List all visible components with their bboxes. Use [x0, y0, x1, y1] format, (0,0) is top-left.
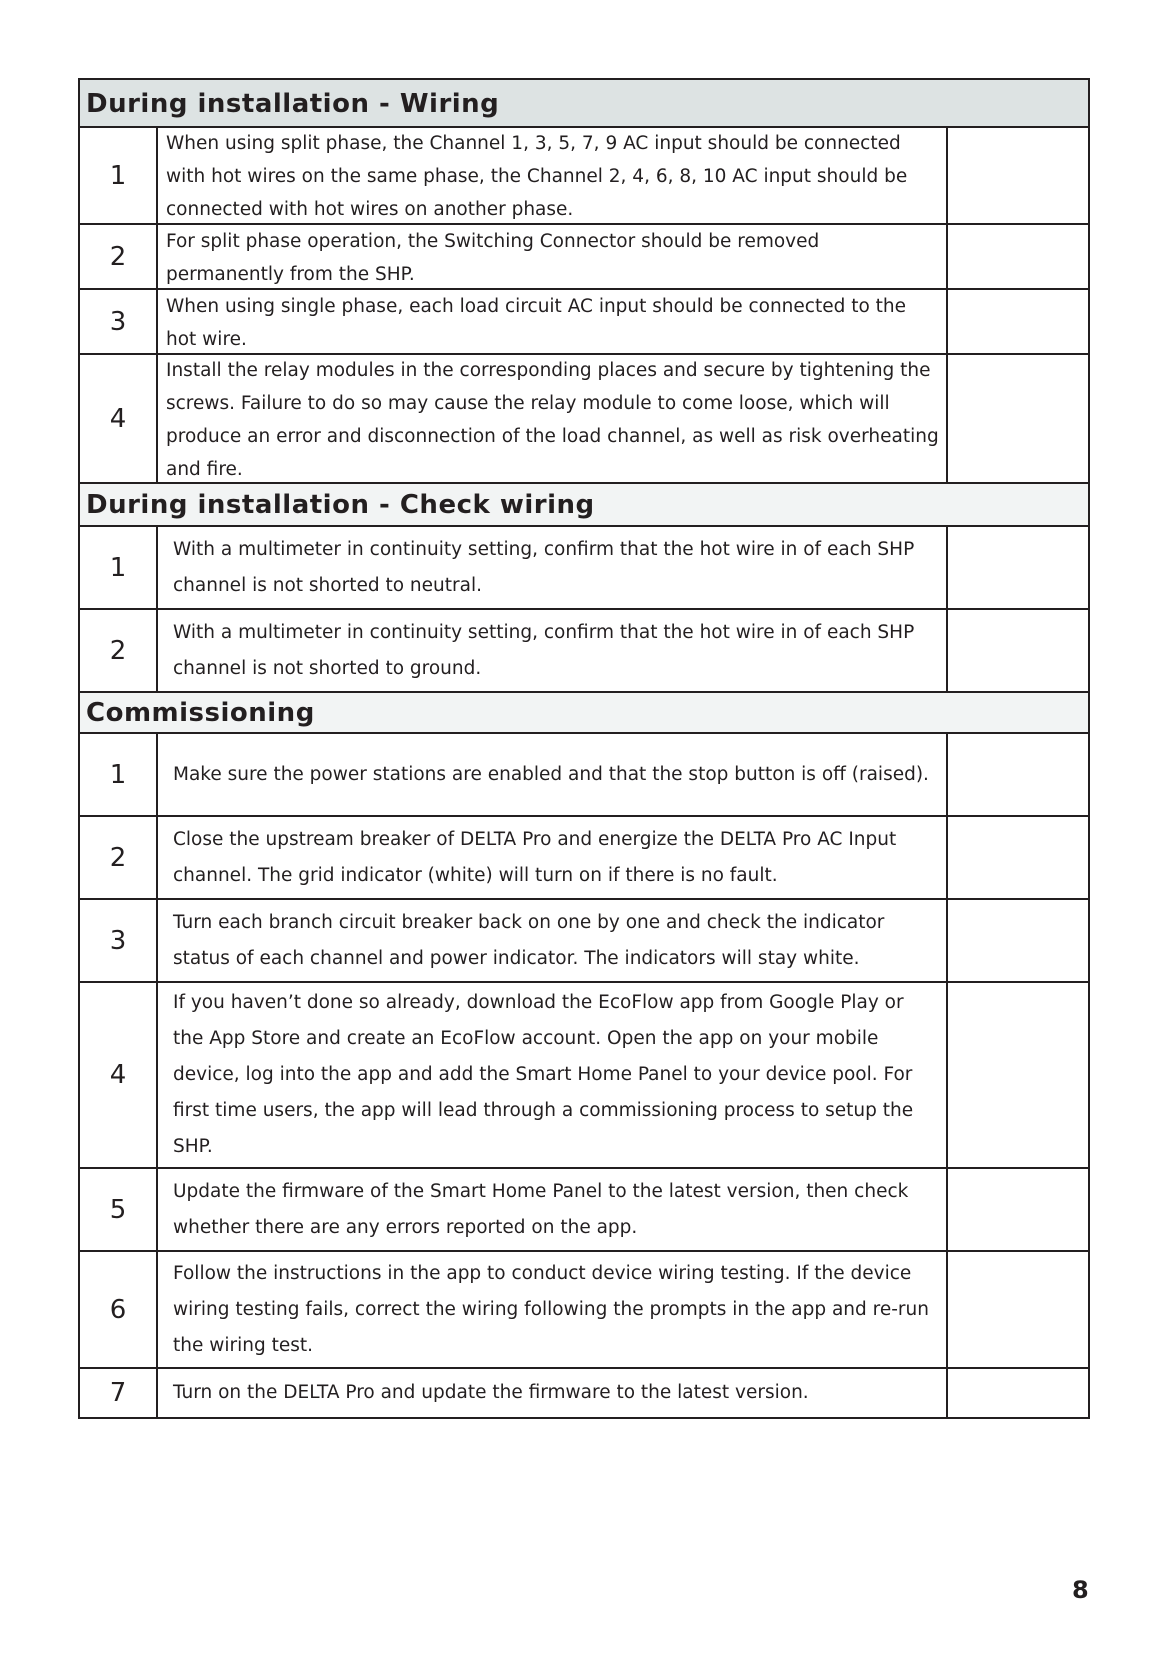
checklist-row: [80, 1369, 1088, 1417]
checkbox-cell[interactable]: [948, 983, 1088, 1167]
item-text: When using split phase, the Channel 1, 3, 5, 7, 9 AC input should be connected with hot wires on the same phase, the Channel 2, 4, 6, 8, 10 AC input should be connected with hot wires on another phase.: [166, 133, 908, 220]
item-text-cell: [158, 983, 948, 1167]
item-number: 7: [80, 1369, 158, 1417]
checkbox-cell[interactable]: [948, 610, 1088, 691]
item-text-cell: [158, 128, 948, 223]
item-text: Close the upstream breaker of DELTA Pro and energize the DELTA Pro AC Input channel. The grid indicator (white) will turn on if there is no fault.: [173, 828, 897, 886]
section-header-check-wiring: During installation - Check wiring: [80, 484, 1088, 527]
checklist-row: [80, 817, 1088, 900]
checkbox-cell[interactable]: [948, 734, 1088, 815]
item-text: With a multimeter in continuity setting, confirm that the hot wire in of each SHP channel is not shorted to ground.: [173, 621, 915, 679]
checklist-row: [80, 610, 1088, 693]
item-text-cell: [158, 610, 948, 691]
item-text: Turn on the DELTA Pro and update the firmware to the latest version.: [173, 1382, 809, 1403]
item-text-cell: [158, 734, 948, 815]
item-text: For split phase operation, the Switching Connector should be removed permanently from the SHP.: [166, 230, 820, 285]
item-text-cell: [158, 225, 948, 288]
item-text: Turn each branch circuit breaker back on one by one and check the indicator status of each channel and power indicator. The indicators will stay white.: [173, 911, 885, 969]
section-header-commissioning: Commissioning: [80, 693, 1088, 734]
item-text: Make sure the power stations are enabled and that the stop button is off (raised).: [173, 763, 929, 785]
item-number: 2: [80, 225, 158, 288]
item-text: If you haven’t done so already, download the EcoFlow app from Google Play or the App Store and create an EcoFlow account. Open the app on your mobile device, log into the app and add the Smart Home Panel to your device pool. For first time users, the app will lead through a commissioning process to setup the SHP.: [173, 992, 914, 1157]
checklist-table: [78, 78, 1090, 1419]
section-header-wiring: During installation - Wiring: [80, 80, 1088, 128]
checklist-row: [80, 983, 1088, 1169]
checklist-row: [80, 128, 1088, 225]
checklist-row: [80, 1169, 1088, 1252]
checkbox-cell[interactable]: [948, 290, 1088, 353]
item-text-cell: [158, 1369, 948, 1417]
checklist-row: [80, 355, 1088, 484]
checkbox-cell[interactable]: [948, 128, 1088, 223]
item-number: 3: [80, 290, 158, 353]
checkbox-cell[interactable]: [948, 355, 1088, 482]
checkbox-cell[interactable]: [948, 817, 1088, 898]
page-number: 8: [1072, 1576, 1089, 1604]
item-text: Update the firmware of the Smart Home Panel to the latest version, then check whether there are any errors reported on the app.: [173, 1180, 909, 1238]
item-text-cell: [158, 1169, 948, 1250]
item-number: 4: [80, 983, 158, 1167]
checklist-row: [80, 225, 1088, 290]
checkbox-cell[interactable]: [948, 900, 1088, 981]
item-text-cell: [158, 355, 948, 482]
item-text-cell: [158, 527, 948, 608]
checkbox-cell[interactable]: [948, 1169, 1088, 1250]
item-text: Install the relay modules in the corresponding places and secure by tightening the screws. Failure to do so may cause the relay module to come loose, which will produce an error and disconnection of the load channel, as well as risk overheating and fire.: [166, 359, 939, 480]
item-text: When using single phase, each load circuit AC input should be connected to the hot wire.: [166, 295, 907, 350]
item-text-cell: [158, 817, 948, 898]
item-number: 5: [80, 1169, 158, 1250]
item-text-cell: [158, 1252, 948, 1367]
item-number: 3: [80, 900, 158, 981]
item-number: 2: [80, 610, 158, 691]
item-text: Follow the instructions in the app to conduct device wiring testing. If the device wiring testing fails, correct the wiring following the prompts in the app and re-run the wiring test.: [173, 1262, 929, 1356]
checklist-row: [80, 527, 1088, 610]
checkbox-cell[interactable]: [948, 225, 1088, 288]
checkbox-cell[interactable]: [948, 1369, 1088, 1417]
item-text: With a multimeter in continuity setting, confirm that the hot wire in of each SHP channel is not shorted to neutral.: [173, 538, 915, 596]
item-number: 6: [80, 1252, 158, 1367]
checkbox-cell[interactable]: [948, 1252, 1088, 1367]
item-text-cell: [158, 290, 948, 353]
checklist-row: [80, 734, 1088, 817]
item-number: 1: [80, 128, 158, 223]
item-number: 1: [80, 734, 158, 815]
item-text-cell: [158, 900, 948, 981]
item-number: 1: [80, 527, 158, 608]
checkbox-cell[interactable]: [948, 527, 1088, 608]
checklist-row: [80, 1252, 1088, 1369]
item-number: 4: [80, 355, 158, 482]
checklist-row: [80, 290, 1088, 355]
item-number: 2: [80, 817, 158, 898]
checklist-row: [80, 900, 1088, 983]
